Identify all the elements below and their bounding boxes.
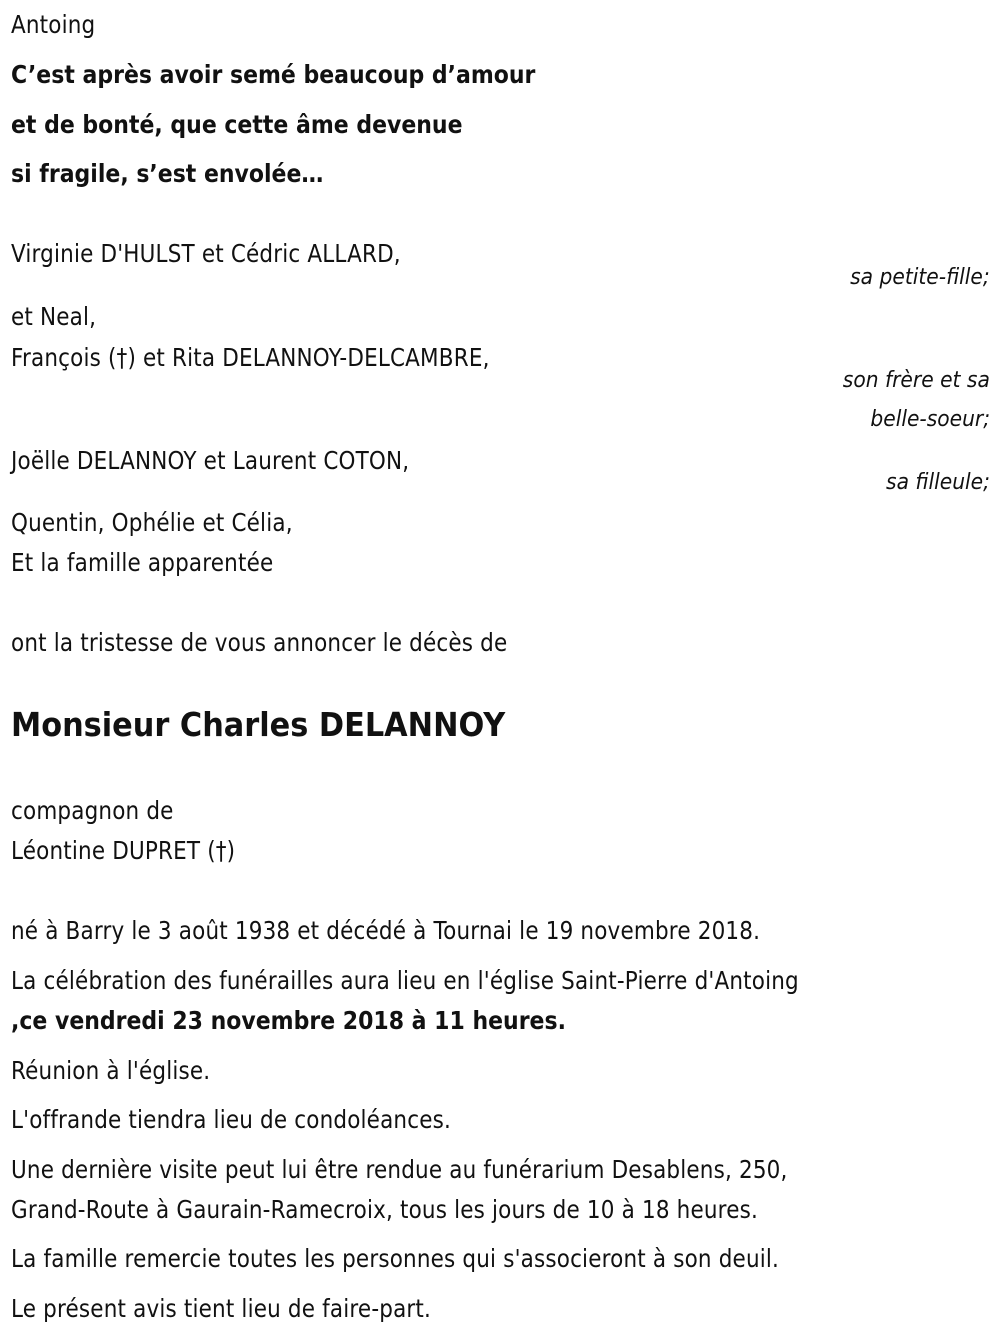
visit-line-2: Grand-Route à Gaurain-Ramecroix, tous les jours de 10 à 18 heures. (11, 1195, 759, 1224)
meeting: Réunion à l'église. (11, 1056, 211, 1085)
family-member-relation: sa petite-fille; (850, 265, 990, 290)
ceremony-line-2: ,ce vendredi 23 novembre 2018 à 11 heures. (11, 1006, 566, 1035)
family-member-names: Joëlle DELANNOY et Laurent COTON, (11, 446, 410, 475)
notice: Le présent avis tient lieu de faire-part. (11, 1294, 432, 1323)
family-member-relation: son frère et sa (842, 368, 990, 393)
family-member-names: Quentin, Ophélie et Célia, (11, 508, 293, 537)
family-member-relation: belle-soeur; (870, 407, 990, 432)
companion-label: compagnon de (11, 796, 174, 825)
location: Antoing (11, 10, 96, 39)
ceremony-line-1: La célébration des funérailles aura lieu en l'église Saint-Pierre d'Antoing (11, 966, 799, 995)
quote-line-2: et de bonté, que cette âme devenue (11, 110, 463, 139)
deceased-name: Monsieur Charles DELANNOY (11, 705, 506, 744)
announcement: ont la tristesse de vous annoncer le décès de (11, 628, 508, 657)
family-member-names: et Neal, (11, 302, 97, 331)
quote-line-1: C’est après avoir semé beaucoup d’amour (11, 60, 536, 89)
birth-death: né à Barry le 3 août 1938 et décédé à Tournai le 19 novembre 2018. (11, 916, 761, 945)
visit-line-1: Une dernière visite peut lui être rendue au funérarium Desablens, 250, (11, 1155, 788, 1184)
companion-name: Léontine DUPRET (†) (11, 836, 236, 865)
family-member-names: Et la famille apparentée (11, 548, 274, 577)
quote-line-3: si fragile, s’est envolée… (11, 159, 324, 188)
family-member-relation: sa filleule; (886, 470, 990, 495)
offering: L'offrande tiendra lieu de condoléances. (11, 1105, 452, 1134)
family-member-names: François (†) et Rita DELANNOY-DELCAMBRE, (11, 343, 490, 372)
family-member-names: Virginie D'HULST et Cédric ALLARD, (11, 239, 401, 268)
thanks: La famille remercie toutes les personnes qui s'associeront à son deuil. (11, 1244, 780, 1273)
